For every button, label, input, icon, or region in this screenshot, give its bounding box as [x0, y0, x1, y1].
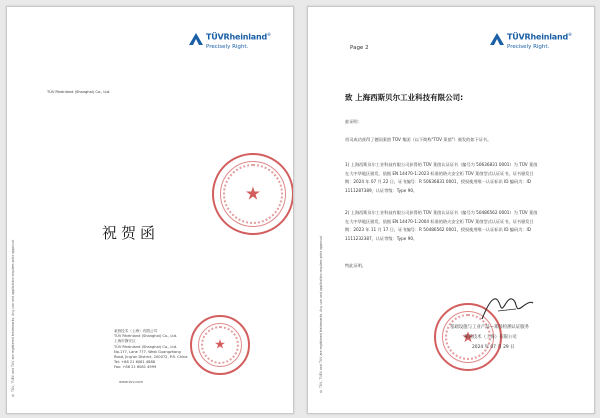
page-number: Page 2 [350, 45, 369, 51]
logo-brand: TÜVRheinland® [206, 32, 271, 42]
address-seal-stamp [190, 315, 250, 375]
address-line: Road, Jing'an District, 200072, P.R. China [114, 355, 188, 360]
address-line: Tel: +86 21 6081 4888 [114, 360, 156, 365]
company-address-block [114, 329, 187, 371]
intro-paragraph: 贵司成功获得了德国莱茵 TÜV 集团（以下简称"TÜV 莱茵"）颁发的如下证书。 [345, 137, 492, 142]
signer-unit: 基础设施与工业产品—莱茵检测认证服务 [450, 325, 530, 330]
closing: 特此证明。 [345, 263, 366, 268]
addressee: 致 上海西斯贝尔工业科技有限公司: [345, 93, 464, 102]
address-line: Fax: +86 21 6081 4999 [114, 365, 157, 370]
salutation: 兹证明： [345, 119, 362, 124]
tuv-triangle-icon [189, 33, 203, 45]
address-line: TÜV Rheinland (Shanghai) Co., Ltd. [114, 334, 178, 339]
signer-company: 莱茵技术（上海）有限公司 [464, 335, 517, 340]
company-name-small: TÜV Rheinland (Shanghai) Co., Ltd. [47, 90, 111, 94]
website: www.tuv.com [119, 380, 143, 384]
certificate-item-2: 2) 上海西斯贝尔工业科技有限公司获得的 TÜV 莱茵认证证书（编号为 50486562 0001）为 TÜV 莱茵在大中华地区颁发，依据 EN 14470-1:2004 标准的防火安全柜 TÜV 莱茵型式认证证书，证书颁发日期：2023 年 11 月 17 日，证书编号：R 50486562 0001，授权使用唯一认证标识 ID 编码为：ID 1111232387，认证等级：Type 90。 [345, 210, 538, 241]
letter-page-2 [307, 6, 595, 414]
letter-title: 祝贺函 [102, 224, 160, 242]
seal-star-icon: ★ [244, 183, 262, 205]
seal-star-icon: ★ [214, 337, 226, 353]
logo-brand: TÜVRheinland® [507, 32, 572, 42]
letter-date: 2024 年 07 月 29 日 [472, 345, 515, 350]
signature-block [450, 323, 529, 353]
seal-star-icon: ★ [461, 328, 475, 346]
trademark-notice: ® TÜV, TUEV and TUV are registered trademarks. Any use and application requires prior approval. [11, 238, 15, 397]
certificate-item-1: 1) 上海西斯贝尔工业科技有限公司获得的 TÜV 莱茵认证证书（编号为 50636831 0001）为 TÜV 莱茵在大中华地区颁发，依据 EN 14470-1:2023 标准的防火安全柜 TÜV 莱茵型式认证证书，证书颁发日期：2024 年 07 月 22 日，证书编号：R 50636831 0001，授权使用唯一认证标识 ID 编码为：ID 1111287389，认证等级：Type 90。 [345, 162, 538, 193]
tuv-rheinland-logo [189, 29, 279, 59]
address-line: TÜV Rheinland (Shanghai) Co., Ltd. [114, 344, 178, 349]
logo-tagline: Precisely Right. [206, 44, 249, 50]
tuv-triangle-icon [490, 33, 504, 45]
address-line: No.177, Lane 777, West Guangzhong [114, 349, 181, 354]
handwritten-signature [476, 289, 536, 325]
logo-tagline: Precisely Right. [507, 44, 550, 50]
tuv-rheinland-logo [490, 29, 580, 59]
address-line: 莱茵技术（上海）有限公司 [114, 329, 158, 333]
trademark-notice: ® TÜV, TUEV and TUV are registered trademarks. Any use and application requires prior approval. [319, 234, 323, 393]
address-line: 上海市静安区 [114, 339, 136, 344]
company-seal-stamp [212, 153, 294, 235]
letter-page-1 [6, 6, 294, 414]
